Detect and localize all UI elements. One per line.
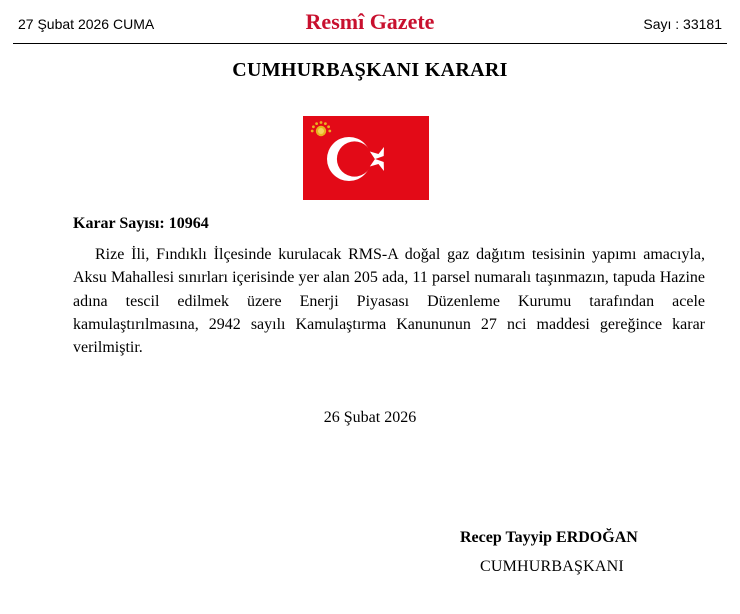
signer-name: Recep Tayyip ERDOĞAN [460,529,638,546]
decision-number: Karar Sayısı: 10964 [73,215,209,232]
issue-date: 27 Şubat 2026 CUMA [18,16,155,32]
decision-date: 26 Şubat 2026 [323,409,417,426]
document-heading: CUMHURBAŞKANI KARARI [232,59,508,81]
issue-number: Sayı : 33181 [643,16,722,32]
signer-title: CUMHURBAŞKANI [480,558,624,575]
header-rule [13,43,727,44]
decision-body: Rize İli, Fındıklı İlçesinde kurulacak RMS-A doğal gaz dağıtım tesisinin yapımı amacıyla, Aksu Mahallesi sınırları içerisinde yer alan 205 ada, 11 parsel numaralı taşınmazın, tapuda Hazine adına tescil edilmek üzere Enerji Piyasası Düzenleme Kurumu tarafından acele kamulaştırılmasına, 2942 sayılı Kamulaştırma Kanununun 27 nci maddesi gereğince karar verilmiştir. [73,246,705,357]
publication-title: Resmî Gazete [305,9,435,34]
turkish-flag-emblem [303,116,429,200]
